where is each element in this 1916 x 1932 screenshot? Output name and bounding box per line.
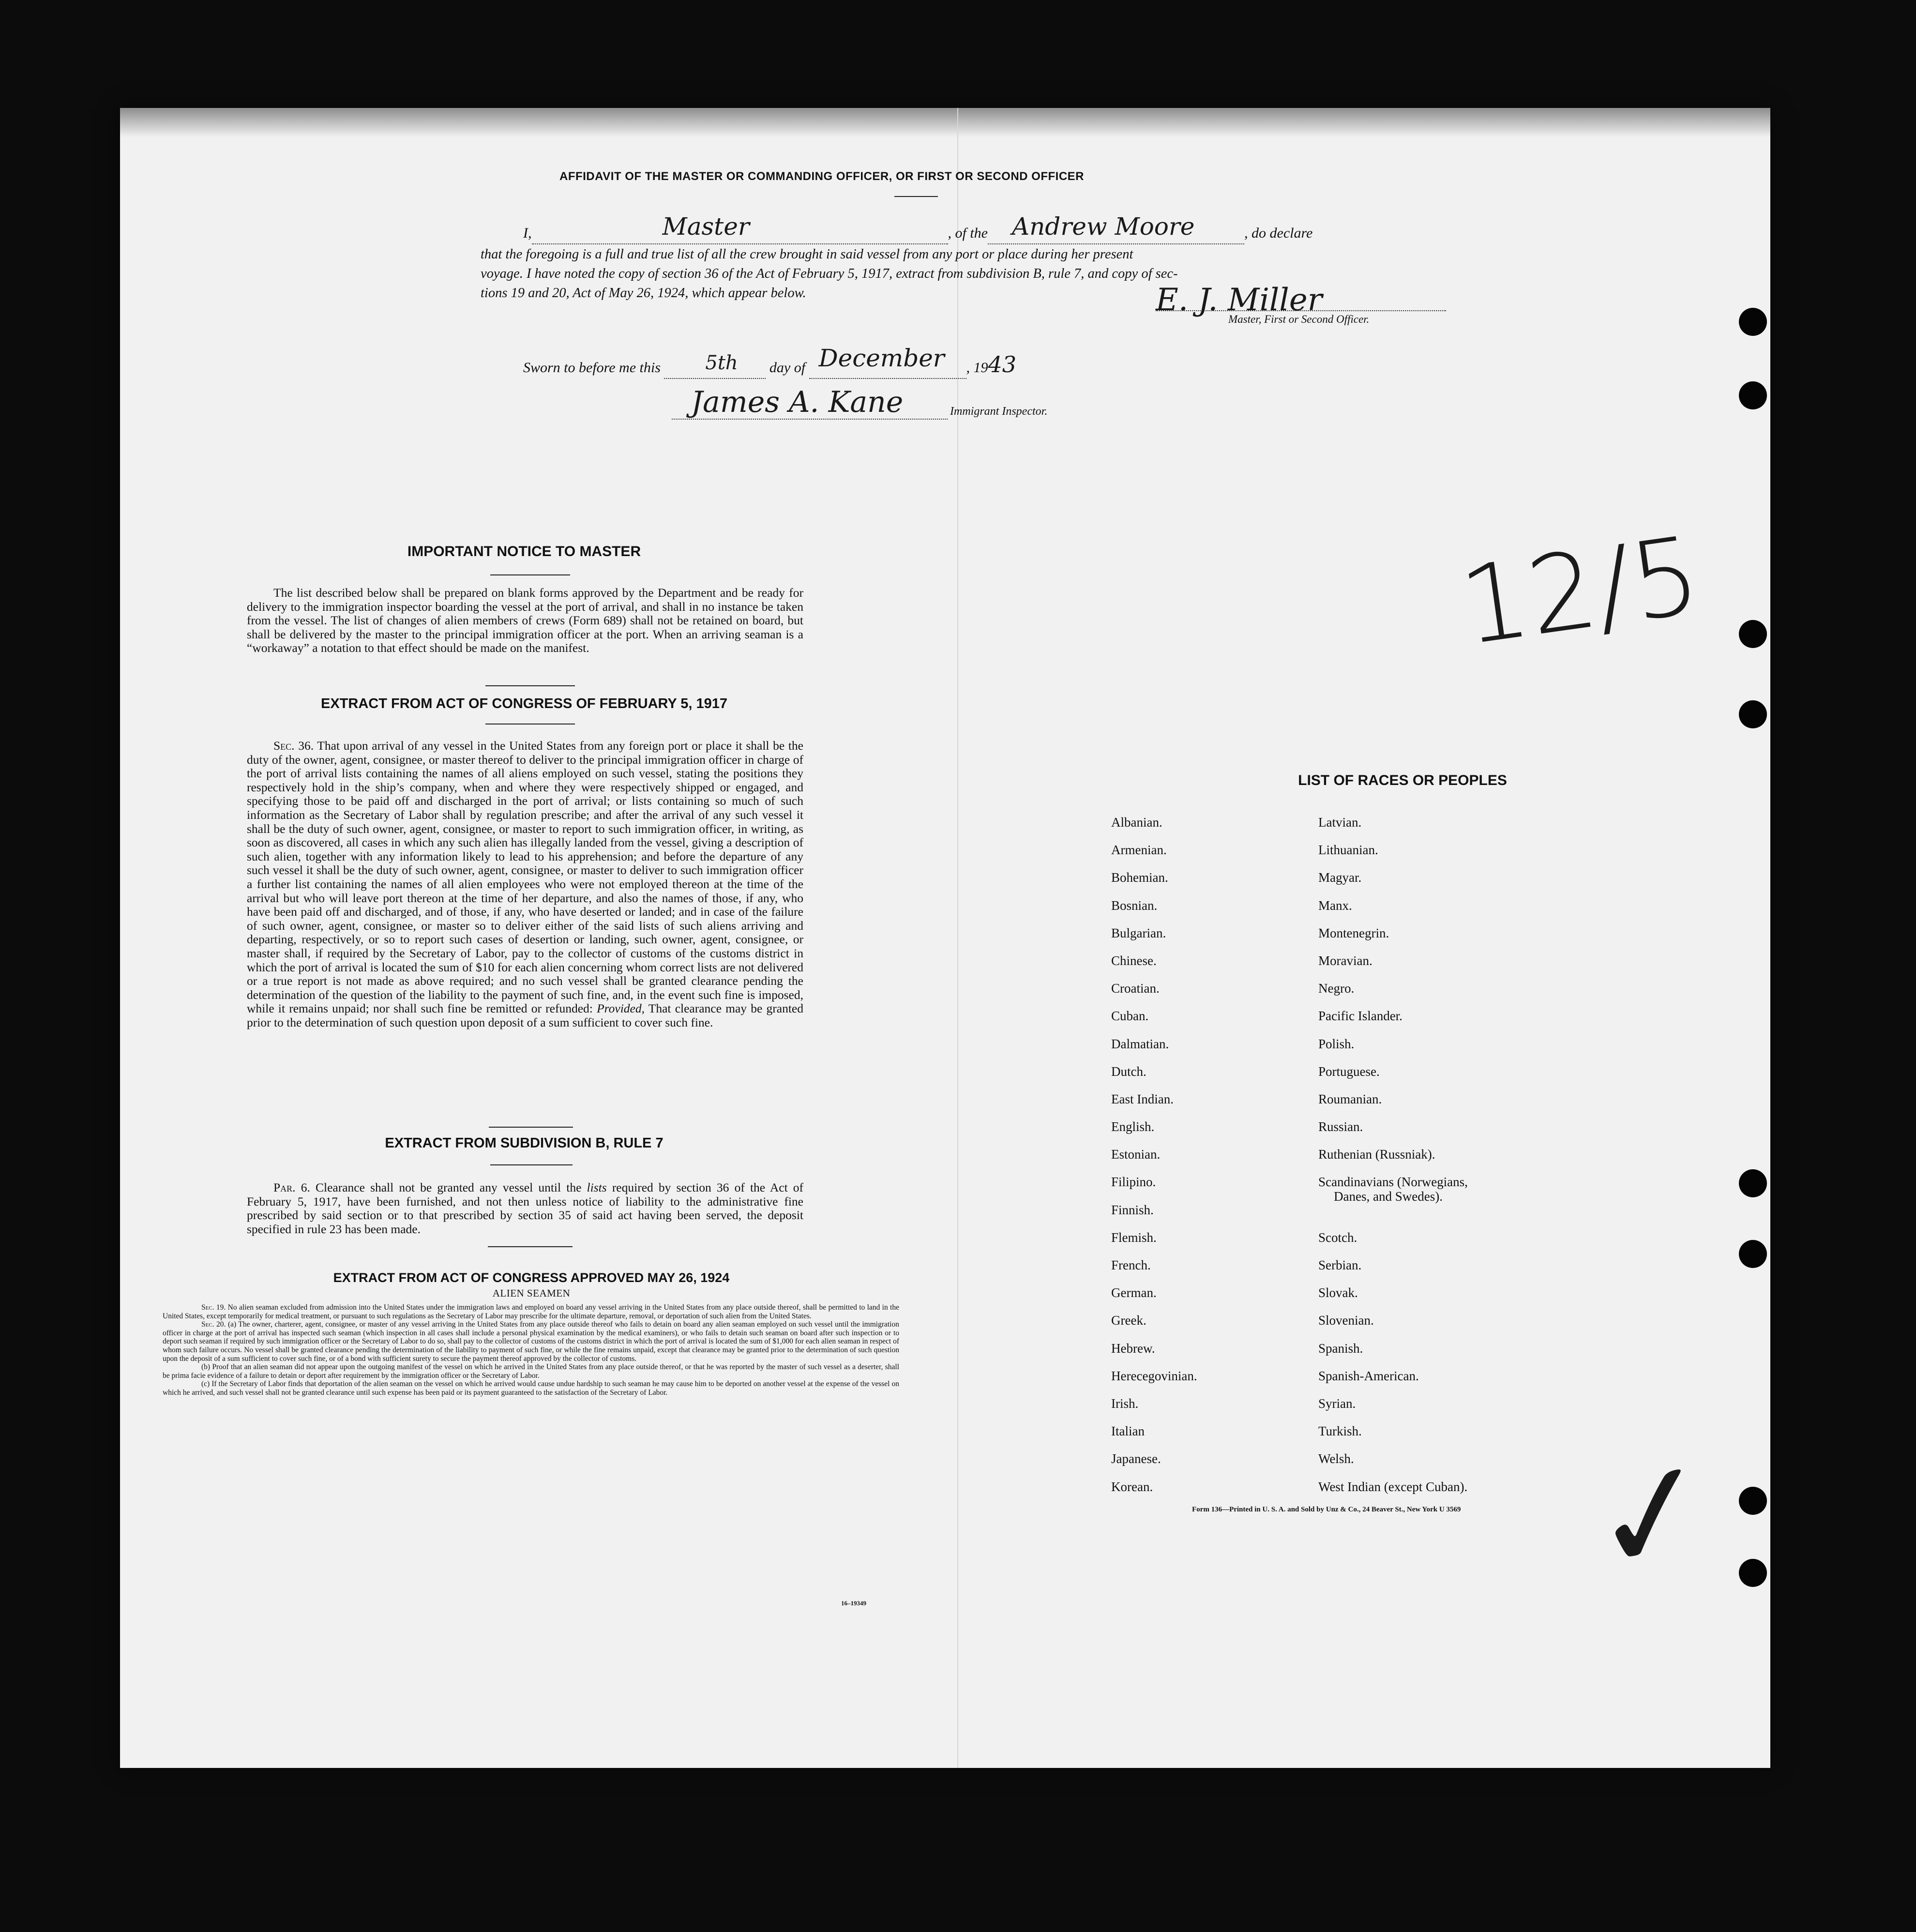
extract-1917-text bbox=[247, 739, 803, 1029]
sec-20c-paragraph: (c) If the Secretary of Labor finds that deportation of the alien seaman on the vessel on which he arrived would cause undue hardship to such seaman he may cause him to be deported on another vessel at the expense of the vessel on which he arrived, and such vessel shall not be granted clearance until such expense has been paid or its payment guaranteed to the satisfaction of the Secretary of Labor. bbox=[163, 1380, 899, 1397]
print-code: 16–19349 bbox=[841, 1600, 866, 1607]
race-item: Turkish. bbox=[1318, 1424, 1362, 1439]
race-item: Japanese. bbox=[1111, 1451, 1161, 1466]
inspector-signature: James A. Kane bbox=[691, 385, 904, 419]
par-6-label: Par. 6. bbox=[273, 1180, 310, 1194]
form-page bbox=[120, 108, 1770, 1768]
i-label: I, bbox=[523, 225, 532, 241]
sworn-line bbox=[523, 344, 1249, 379]
race-item: Armenian. bbox=[1111, 843, 1167, 858]
section-rule bbox=[490, 574, 570, 575]
affidavit-line1: that the foregoing is a full and true list of all the crew brought in said vessel from any port or place during her present bbox=[481, 247, 1133, 262]
subdivision-b-text bbox=[247, 1181, 803, 1236]
lists-word: lists bbox=[587, 1180, 607, 1194]
race-item: Greek. bbox=[1111, 1313, 1147, 1328]
race-item: Croatian. bbox=[1111, 981, 1160, 996]
race-item: Spanish. bbox=[1318, 1341, 1363, 1356]
race-item: Danes, and Swedes). bbox=[1334, 1189, 1443, 1204]
race-item: Albanian. bbox=[1111, 815, 1162, 830]
sec-20a-paragraph bbox=[163, 1320, 899, 1363]
race-item: Cuban. bbox=[1111, 1009, 1149, 1024]
punch-hole bbox=[1739, 1240, 1767, 1268]
vessel-blank bbox=[988, 212, 1244, 244]
master-blank bbox=[532, 212, 948, 244]
race-item: Syrian. bbox=[1318, 1396, 1356, 1411]
day-blank bbox=[664, 352, 766, 379]
sec-20b-paragraph: (b) Proof that an alien seaman did not appear upon the outgoing manifest of the vessel on which he arrived in the United States from any place outside thereof, or that he was reported by the master of such vessel as a deserter, shall be prima facie evidence of a failure to detain or deport after requirement by the immigration officer or the Secretary of Labor. bbox=[163, 1363, 899, 1380]
race-item: Slovenian. bbox=[1318, 1313, 1374, 1328]
punch-hole bbox=[1739, 1169, 1767, 1197]
affidavit-line0 bbox=[523, 212, 1443, 244]
sec-36-text-end: That clearance may be granted prior to the determination of such question upon deposit of a sum sufficient to cover such fine. bbox=[247, 1001, 803, 1029]
race-item: Serbian. bbox=[1318, 1258, 1362, 1273]
race-item: Scandinavians (Norwegians, bbox=[1318, 1175, 1468, 1190]
section-rule bbox=[485, 685, 575, 686]
par-6-text: Clearance shall not be granted any vessel until the bbox=[316, 1180, 582, 1194]
section-rule bbox=[488, 1246, 573, 1247]
races-column-2 bbox=[1318, 815, 1570, 1507]
do-declare-label: , do declare bbox=[1244, 225, 1313, 241]
day-of-label: day of bbox=[769, 360, 806, 376]
punch-hole bbox=[1739, 1559, 1767, 1587]
sec-36-text: That upon arrival of any vessel in the United States from any foreign port or place it shall be the duty of the owner, agent, consignee, or master thereof to deliver to the principal immigration officer in charge of the port of arrival lists containing the names of all aliens employed on such vessel, stating the positions they respectively hold in the ship’s company, when and where they were respectively shipped or engaged, and specifying those to be paid off and discharged in the port of arrival; or lists containing so much of such information as the Secretary of Labor shall by regulation prescribe; and after the arrival of any such vessel it shall be the duty of such owner, agent, consignee, or master to report to such immigration officer, in writing, as soon as discovered, all cases in which any such alien has illegally landed from the vessel, giving a description of such alien, together with any information likely to lead to his apprehension; and before the departure of any such vessel it shall be the duty of such owner, agent, consignee, or master to deliver to such immigration officer a further list containing the names of all alien employees who were not employed thereon at the time of the arrival but who will leave port thereon at the time of her departure, and also the names of those, if any, who have been paid off and discharged, and of those, if any, who have deserted or landed; and in case of the failure of such owner, agent, consignee, or master so to deliver either of the said lists of such aliens arriving and departing, respectively, or so to report such cases of desertion or landing, such owner, agent, consignee, or master shall, if required by the Secretary of Labor, pay to the collector of customs of the customs district in which the port of arrival is located the sum of $10 for each alien concerning whom correct lists are not delivered or a true report is not made as above required; and no such vessel shall be granted clearance pending the determination of the question of the liability to the payment of such fine, and, in the event such fine is imposed, while it remains unpaid; nor shall such fine be remitted or refunded: bbox=[247, 739, 803, 1016]
race-item: Pacific Islander. bbox=[1318, 1009, 1403, 1024]
race-item: Estonian. bbox=[1111, 1147, 1161, 1162]
race-item: Italian bbox=[1111, 1424, 1145, 1439]
race-item: Bosnian. bbox=[1111, 898, 1158, 913]
race-item: Flemish. bbox=[1111, 1230, 1157, 1245]
section-rule bbox=[490, 1164, 573, 1165]
of-the-label: , of the bbox=[948, 225, 988, 241]
race-item: Lithuanian. bbox=[1318, 843, 1378, 858]
master-signature: E. J. Miller bbox=[1156, 282, 1323, 318]
race-item: Negro. bbox=[1318, 981, 1355, 996]
check-mark-icon: ✓ bbox=[1577, 1422, 1727, 1610]
signature-caption: Master, First or Second Officer. bbox=[1228, 313, 1370, 325]
punch-hole bbox=[1739, 700, 1767, 728]
extract-1917-title: EXTRACT FROM ACT OF CONGRESS OF FEBRUARY 5, 1917 bbox=[320, 696, 728, 711]
race-item: Korean. bbox=[1111, 1479, 1153, 1494]
affidavit-line2: voyage. I have noted the copy of section 36 of the Act of February 5, 1917, extract from subdivision B, rule 7, and copy of sec- bbox=[481, 266, 1178, 281]
race-item: Dutch. bbox=[1111, 1064, 1147, 1079]
punch-hole bbox=[1739, 381, 1767, 409]
extract-1924-text bbox=[163, 1303, 899, 1397]
race-item: Herecegovinian. bbox=[1111, 1368, 1197, 1383]
race-item: Bulgarian. bbox=[1111, 925, 1166, 940]
race-item: Magyar. bbox=[1318, 870, 1362, 885]
race-item: Irish. bbox=[1111, 1396, 1139, 1411]
month-blank bbox=[809, 344, 966, 379]
sec-20a-text: (a) The owner, charterer, agent, consignee, or master of any vessel arriving in the United States from any place outside thereof who fails to detain on board any alien seaman employed on such vessel until the immigration officer in charge at the port of arrival has inspected such seaman (which inspection in all cases shall include a personal physical examination by the medical examiners), or who fails to detain such seaman on board after such inspection or to deport such seaman if required by such immigration officer or the Secretary of Labor to do so, shall pay to the collector of customs of the customs district in which the port of arrival is located the sum of $1,000 for each alien seaman in respect of whom such failure occurs. No vessel shall be granted clearance pending the determination of the liability to payment of such fine, or while the fine remains unpaid, except that clearance may be granted prior to the determination of such question upon the deposit of a sum sufficient to cover such fine, or of a bond with sufficient surety to secure the payment thereof approved by the collector of customs. bbox=[163, 1320, 899, 1363]
subdivision-b-title: EXTRACT FROM SUBDIVISION B, RULE 7 bbox=[385, 1135, 664, 1151]
sec-20-label: Sec. 20. bbox=[201, 1320, 226, 1329]
race-item: Polish. bbox=[1318, 1036, 1355, 1051]
race-item: Dalmatian. bbox=[1111, 1036, 1169, 1051]
race-item: Spanish-American. bbox=[1318, 1368, 1419, 1383]
race-item: Moravian. bbox=[1318, 953, 1373, 968]
race-item: Hebrew. bbox=[1111, 1341, 1155, 1356]
race-item: English. bbox=[1111, 1119, 1155, 1134]
section-rule bbox=[489, 1127, 573, 1128]
affidavit-line3: tions 19 and 20, Act of May 26, 1924, which appear below. bbox=[481, 286, 806, 301]
scan-smudge bbox=[120, 108, 1770, 137]
sec-19-paragraph bbox=[163, 1303, 899, 1320]
race-item: Russian. bbox=[1318, 1119, 1363, 1134]
vessel-handwritten: Andrew Moore bbox=[1012, 212, 1195, 241]
race-item: Manx. bbox=[1318, 898, 1352, 913]
race-item: Roumanian. bbox=[1318, 1091, 1382, 1106]
race-item: Portuguese. bbox=[1318, 1064, 1380, 1079]
par-6-text-end: required by section 36 of the Act of February 5, 1917, have been furnished, and not then unless notice of liability to the administrative fine prescribed by said section or to that prescribed by section 35 of said act having been served, the deposit specified in rule 23 has been made. bbox=[247, 1180, 804, 1236]
race-item: Montenegrin. bbox=[1318, 925, 1389, 940]
master-handwritten: Master bbox=[662, 212, 750, 241]
affidavit-title: AFFIDAVIT OF THE MASTER OR COMMANDING OFFICER, OR FIRST OR SECOND OFFICER bbox=[559, 170, 1085, 183]
race-item: Chinese. bbox=[1111, 953, 1157, 968]
inspector-caption: Immigrant Inspector. bbox=[950, 405, 1048, 418]
notice-title: IMPORTANT NOTICE TO MASTER bbox=[407, 543, 641, 559]
punch-hole bbox=[1739, 620, 1767, 648]
year-handwritten: 43 bbox=[988, 351, 1017, 377]
race-item: Bohemian. bbox=[1111, 870, 1168, 885]
races-column-1 bbox=[1111, 815, 1314, 1507]
race-item: French. bbox=[1111, 1258, 1151, 1272]
sec-19-label: Sec. 19. bbox=[201, 1303, 226, 1312]
punch-hole bbox=[1739, 308, 1767, 336]
month-handwritten: December bbox=[818, 344, 945, 372]
handwritten-page-number: 12/5 bbox=[1453, 513, 1707, 669]
races-title: LIST OF RACES OR PEOPLES bbox=[1298, 772, 1507, 788]
race-item: Filipino. bbox=[1111, 1175, 1156, 1190]
race-item: East Indian. bbox=[1111, 1091, 1174, 1106]
alien-seamen-subtitle: ALIEN SEAMEN bbox=[492, 1287, 571, 1299]
sec-19-text: No alien seaman excluded from admission into the United States under the immigration laws and employed on board any vessel arriving in the United States from any place outside thereof, shall be permitted to land in the United States, except temporarily for medical treatment, or pursuant to such regulations as the Secretary of Labor may prescribe for the ultimate departure, removal, or deportation of such alien from the United States. bbox=[163, 1303, 899, 1320]
race-item: German. bbox=[1111, 1285, 1157, 1300]
race-item: Welsh. bbox=[1318, 1451, 1354, 1466]
notice-text: The list described below shall be prepared on blank forms approved by the Department and be ready for delivery to the immigration inspector boarding the vessel at the port of arrival, and shall in no instance be taken from the vessel. The list of changes of alien members of crews (Form 689) shall not be retained on board, but shall be delivered by the master to the principal immigration officer at the port. When an arriving seaman is a “workaway” a notation to that effect should be made on the manifest. bbox=[247, 586, 803, 655]
sec-36-label: Sec. 36. bbox=[273, 739, 314, 753]
race-item: West Indian (except Cuban). bbox=[1318, 1479, 1468, 1494]
race-item: Slovak. bbox=[1318, 1285, 1358, 1300]
punch-hole bbox=[1739, 1487, 1767, 1515]
title-rule bbox=[894, 196, 938, 197]
race-item: Ruthenian (Russniak). bbox=[1318, 1147, 1435, 1162]
race-item: Latvian. bbox=[1318, 815, 1362, 830]
year-prefix: , 19 bbox=[966, 360, 988, 376]
provided-word: Provided, bbox=[597, 1001, 645, 1016]
sworn-label: Sworn to before me this bbox=[523, 360, 661, 376]
race-item: Finnish. bbox=[1111, 1202, 1154, 1217]
form-note: Form 136—Printed in U. S. A. and Sold by Unz & Co., 24 Beaver St., New York U 3569 bbox=[1192, 1506, 1461, 1513]
race-item: Scotch. bbox=[1318, 1230, 1358, 1245]
day-handwritten: 5th bbox=[705, 352, 738, 374]
extract-1924-title: EXTRACT FROM ACT OF CONGRESS APPROVED MAY 26, 1924 bbox=[333, 1270, 730, 1285]
